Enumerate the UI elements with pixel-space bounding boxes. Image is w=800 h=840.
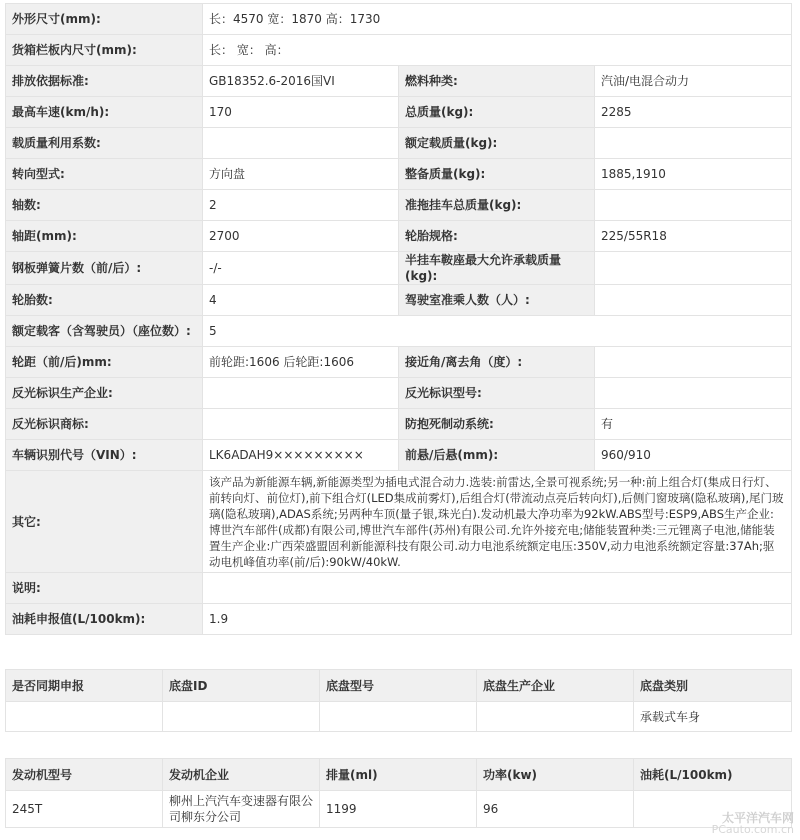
spec-value: 2700 [203,221,399,252]
spec-row [6,128,792,159]
spec-row [6,4,792,35]
spec-label: 轮距（前/后)mm: [6,347,203,378]
watermark-text: 太平洋汽车网 [721,811,794,825]
engine-table [5,758,792,828]
chassis-header-cell: 底盘生产企业 [477,670,634,702]
spec-value: LK6ADAH9××××××××× [203,440,399,471]
other-value [203,471,792,573]
spec-value [595,190,792,221]
spec-label: 最高车速(km/h): [6,97,203,128]
spec-row [6,285,792,316]
fuel-label: 油耗申报值(L/100km): [6,604,203,635]
other-label: 其它: [6,471,203,573]
spec-row-other [6,471,792,573]
spec-value: 长：4570 宽：1870 高：1730 [203,4,792,35]
engine-header-row [6,759,792,791]
spec-row [6,316,792,347]
engine-cell: 245T [6,791,163,828]
spec-row [6,35,792,66]
spec-label: 反光标识商标: [6,409,203,440]
spec-row [6,409,792,440]
spec-label: 额定载客（含驾驶员）（座位数）: [6,316,203,347]
spec-value [595,252,792,285]
spec-table-body [6,4,792,635]
spec-label: 载质量利用系数: [6,128,203,159]
spec-label: 反光标识型号: [399,378,595,409]
spec-label: 转向型式: [6,159,203,190]
spec-value: 170 [203,97,399,128]
spec-row [6,252,792,285]
engine-header-cell: 排量(ml) [320,759,477,791]
spec-value: 方向盘 [203,159,399,190]
chassis-header-cell: 底盘类别 [634,670,792,702]
engine-cell: 96 [477,791,634,828]
spec-value: 5 [203,316,792,347]
chassis-header-row [6,670,792,702]
engine-data-row [6,791,792,828]
spec-row-note [6,573,792,604]
spec-label: 轴数: [6,190,203,221]
spec-value: 4 [203,285,399,316]
spec-value: 汽油/电混合动力 [595,66,792,97]
spec-label: 钢板弹簧片数（前/后）: [6,252,203,285]
watermark-url: PCauto.com.cn [711,823,794,836]
watermark [712,812,794,836]
engine-header-cell: 功率(kw) [477,759,634,791]
spec-label: 排放依据标准: [6,66,203,97]
spec-label: 总质量(kg): [399,97,595,128]
spec-row-fuel [6,604,792,635]
spec-value [203,409,399,440]
spec-label: 接近角/离去角（度）: [399,347,595,378]
spec-label: 半挂车鞍座最大允许承载质量(kg): [399,252,595,285]
chassis-cell [6,702,163,732]
spec-row [6,66,792,97]
spec-value [203,378,399,409]
chassis-data-row [6,702,792,732]
spec-value: 长： 宽： 高： [203,35,792,66]
spec-value: 225/55R18 [595,221,792,252]
spec-label: 反光标识生产企业: [6,378,203,409]
engine-header-cell: 油耗(L/100km) [634,759,792,791]
spec-row [6,159,792,190]
spec-label: 驾驶室准乘人数（人）: [399,285,595,316]
spec-row [6,221,792,252]
spec-label: 燃料种类: [399,66,595,97]
spec-label: 轮胎规格: [399,221,595,252]
engine-cell: 1199 [320,791,477,828]
spec-label: 车辆识别代号（VIN）: [6,440,203,471]
engine-header-cell: 发动机企业 [163,759,320,791]
chassis-cell: 承载式车身 [634,702,792,732]
spec-row [6,347,792,378]
chassis-cell [163,702,320,732]
spec-label: 整备质量(kg): [399,159,595,190]
note-value [203,573,792,604]
spec-value [595,378,792,409]
spec-label: 前悬/后悬(mm): [399,440,595,471]
spec-value [595,347,792,378]
spec-value: 有 [595,409,792,440]
chassis-header-cell: 底盘ID [163,670,320,702]
chassis-table [5,669,792,732]
spec-value: -/- [203,252,399,285]
spec-value: 1885,1910 [595,159,792,190]
spec-value: 2 [203,190,399,221]
spec-table [5,3,792,635]
engine-cell: 柳州上汽汽车变速器有限公司柳东分公司 [163,791,320,828]
spec-row [6,190,792,221]
spec-value [595,285,792,316]
spec-value [595,128,792,159]
spec-label: 轮胎数: [6,285,203,316]
chassis-header-cell: 底盘型号 [320,670,477,702]
spec-label: 外形尺寸(mm): [6,4,203,35]
spec-label: 轴距(mm): [6,221,203,252]
spec-label: 防抱死制动系统: [399,409,595,440]
engine-header-cell: 发动机型号 [6,759,163,791]
chassis-cell [477,702,634,732]
spec-value [203,128,399,159]
spec-value: GB18352.6-2016国VI [203,66,399,97]
note-label: 说明: [6,573,203,604]
other-text: 该产品为新能源车辆,新能源类型为插电式混合动力.选装:前雷达,全景可视系统;另一种:前上组合灯(集成日行灯、前转向灯、前位灯),前下组合灯(LED集成前雾灯),后组合灯(带流动点亮后转向灯),后侧门窗玻璃(隐私玻璃),尾门玻璃(隐私玻璃),ADAS系统;另两种车顶(量子银,珠光白).发动机最大净功率为92kW.ABS型号:ESP9,ABS生产企业:博世汽车部件(成都)有限公司,博世汽车部件(苏州)有限公司.允许外接充电;储能装置种类:三元锂离子电池,储能装置生产企业:广西荣盛盟固利新能源科技有限公司.动力电池系统额定电压:350V,动力电池系统额定容量:37Ah;驱动电机峰值功率(前/后):90kW/40kW. [209,474,784,569]
spec-label: 准拖挂车总质量(kg): [399,190,595,221]
spec-row [6,97,792,128]
spec-label: 货箱栏板内尺寸(mm): [6,35,203,66]
spec-row [6,440,792,471]
chassis-cell [320,702,477,732]
fuel-value: 1.9 [203,604,792,635]
spec-label: 额定载质量(kg): [399,128,595,159]
spec-row [6,378,792,409]
spec-value: 2285 [595,97,792,128]
spec-value: 前轮距:1606 后轮距:1606 [203,347,399,378]
chassis-header-cell: 是否同期申报 [6,670,163,702]
spec-value: 960/910 [595,440,792,471]
